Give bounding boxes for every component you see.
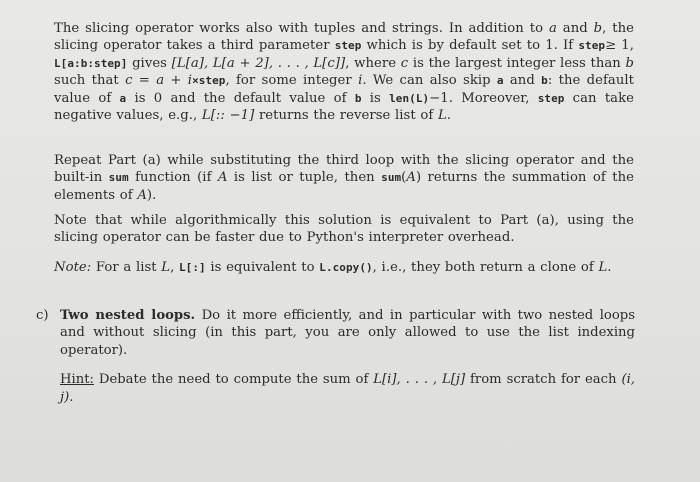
code-slice-expression: L[a:b:step] (54, 56, 128, 70)
text-run: , i.e., they both return a clone of (372, 260, 599, 275)
code-times-step: ×step (192, 74, 226, 88)
text-run: and (556, 21, 594, 36)
text-run: is equivalent to (205, 260, 320, 275)
text-run: such that (54, 73, 126, 89)
math-i: i (358, 73, 363, 89)
math-c: c (400, 55, 409, 71)
code-a: a (119, 91, 127, 105)
text-run: , the slicing operator takes a third parameter (54, 21, 635, 54)
text-run: : the default value of (54, 73, 634, 106)
slicing-operator-paragraph (54, 20, 634, 124)
code-step: step (537, 91, 565, 105)
math-reverse-slice: L[:: −1] (201, 108, 255, 124)
text-run: ( (401, 170, 407, 186)
code-b: b (354, 91, 362, 105)
code-full-slice: L[:] (179, 261, 206, 274)
math-b: b (593, 21, 603, 36)
text-run: from scratch for each (465, 372, 622, 388)
part-c-heading: Two nested loops. (60, 308, 196, 323)
part-c-item (36, 307, 636, 406)
text-run: which is by default set to 1. If (361, 38, 579, 54)
math-A: A (137, 187, 147, 203)
equivalence-note-paragraph (54, 212, 634, 247)
repeat-part-paragraph (54, 152, 634, 204)
code-step: step (578, 39, 606, 53)
math-sum-range: L[i], . . . , L[j] (373, 372, 466, 388)
text-run: Debate the need to compute the sum of (93, 372, 374, 388)
part-c-content (60, 307, 635, 406)
code-b: b (541, 74, 548, 88)
math-c-equation: c = a + i (125, 73, 193, 89)
math-L: L (161, 260, 171, 275)
code-step: step (334, 39, 362, 53)
math-slice-result: [L[a], L[a + 2], . . . , L[c]] (171, 55, 346, 71)
math-A: A (217, 170, 228, 186)
text-run: and (503, 73, 542, 89)
part-c-marker: c) (36, 308, 49, 323)
text-run: ) returns the summation of the elements of (54, 170, 634, 203)
math-a: a (548, 21, 557, 36)
text-run: is 0 and the default value of (126, 90, 355, 106)
math-L: L (437, 108, 447, 124)
text-run: function (if (128, 170, 218, 186)
math-b: b (625, 55, 634, 71)
text-run: is the largest integer less than (408, 55, 626, 71)
text-run: gives (127, 55, 172, 71)
text-run: is (361, 90, 390, 106)
part-c-hint (60, 371, 635, 406)
text-run: −1. Moreover, (429, 90, 538, 106)
text-run: Repeat Part (a) while substituting the third loop with the slicing operator and the built-in (54, 153, 634, 186)
math-A: A (406, 170, 416, 186)
text-run: can take negative values, e.g., (54, 90, 634, 124)
text-run: , (170, 260, 179, 275)
part-c-body: Do it more efficiently, and in particular with two nested loops and without slicing (in this part, you are only allowed to use the list indexing operator). (60, 308, 636, 358)
text-run: returns the reverse list of (254, 108, 438, 124)
text-run: . (69, 389, 74, 405)
code-a: a (496, 74, 504, 88)
code-copy-call: L.copy() (319, 261, 373, 274)
copy-note-text (54, 259, 634, 276)
code-sum: sum (108, 171, 129, 185)
text-run: For a list (91, 260, 162, 275)
code-sum: sum (381, 171, 402, 185)
text-run: . (607, 260, 612, 275)
part-c-text (60, 307, 635, 359)
equivalence-note-text: Note that while algorithmically this solution is equivalent to Part (a), using the slicing operator can be faster due to Python's interpreter overhead. (54, 213, 634, 246)
math-pair-ij: (i, j) (60, 372, 635, 405)
text-run: ≥ 1, (605, 38, 634, 54)
text-run: , for some integer (225, 73, 359, 89)
text-run: is list or tuple, then (227, 170, 382, 186)
math-L: L (598, 260, 608, 275)
note-label: Note: (54, 260, 92, 275)
text-run: ). (146, 187, 157, 203)
text-run: The slicing operator works also with tuples and strings. In addition to (54, 21, 549, 36)
hint-label: Hint: (60, 372, 94, 388)
text-run: . We can also skip (362, 73, 497, 89)
text-run: . (446, 108, 451, 124)
slicing-operator-text (54, 20, 634, 124)
repeat-part-text (54, 152, 634, 204)
code-len: len(L) (389, 91, 430, 105)
text-run: , where (345, 55, 401, 71)
copy-note-paragraph (54, 259, 634, 276)
